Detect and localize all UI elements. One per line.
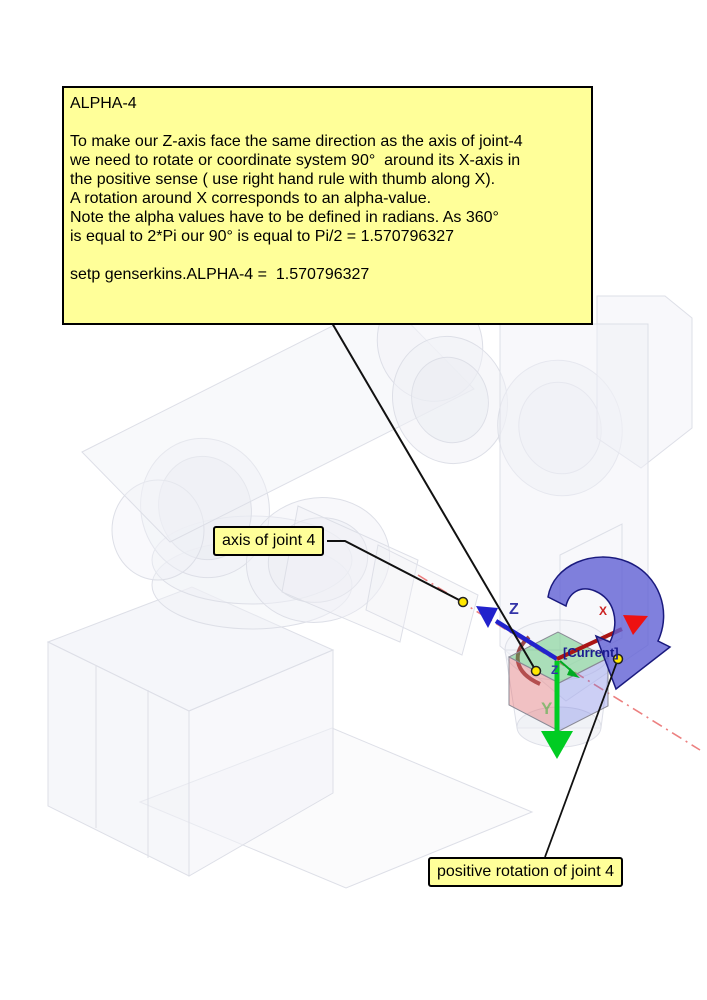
annotation-note xyxy=(62,86,593,325)
note-line: the positive sense ( use right hand rule with thumb along X). xyxy=(70,171,496,188)
label-current-frame: [Current] xyxy=(563,645,619,660)
callout-positive-rotation-of-joint4: positive rotation of joint 4 xyxy=(428,857,623,887)
note-body xyxy=(70,132,591,246)
marker-dot-origin xyxy=(532,667,541,676)
note-line: we need to rotate or coordinate system 90° around its X-axis in xyxy=(70,152,521,169)
note-title: ALPHA-4 xyxy=(70,95,137,112)
label-small-z-axis: Z xyxy=(551,663,559,677)
note-line: A rotation around X corresponds to an alpha-value. xyxy=(70,190,432,207)
note-line: To make our Z-axis face the same direction as the axis of joint-4 xyxy=(70,133,523,150)
label-y-axis: Y xyxy=(541,699,553,718)
note-command: setp genserkins.ALPHA-4 = 1.570796327 xyxy=(70,266,370,283)
z-axis-arrowhead xyxy=(476,606,498,628)
callout-axis-of-joint4: axis of joint 4 xyxy=(213,526,324,556)
note-line: Note the alpha values have to be defined in radians. As 360° xyxy=(70,209,499,226)
label-z-axis: Z xyxy=(509,601,519,618)
label-x-axis: X xyxy=(599,604,608,618)
note-line: is equal to 2*Pi our 90° is equal to Pi/2 = 1.570796327 xyxy=(70,228,455,245)
marker-dot-joint4-axis xyxy=(459,598,468,607)
